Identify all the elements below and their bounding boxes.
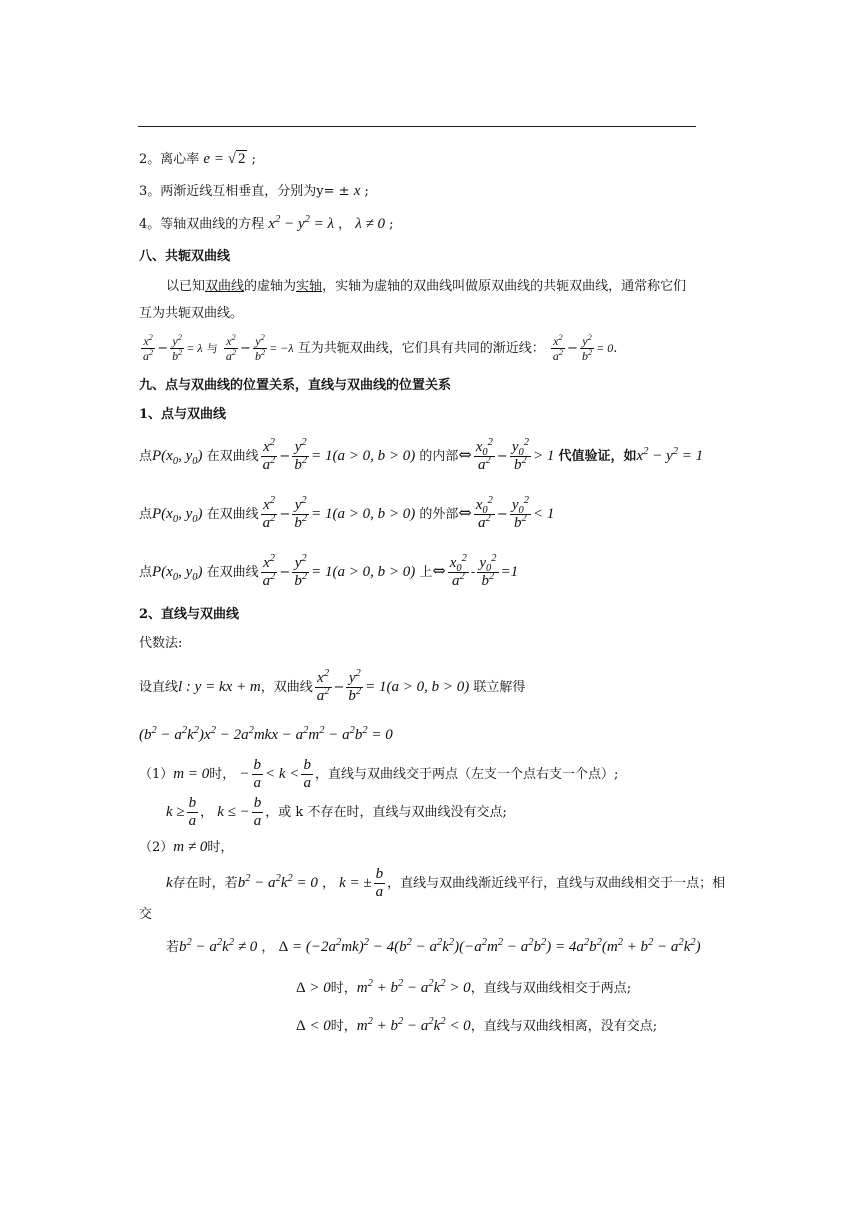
point-on-line: 点$P(x_0$, $y_0$) 在双曲线 $\frac{x^2}{a^2}$ − $\frac{y^2}{b^2}$ = 1(a > 0, b > 0) 上⇔ $\frac{x_0^2}{a^2}$ - $\frac{y_0^2}{b^2}$ =1 <box>139 553 519 589</box>
delta-negative-line: Δ < 0时，$m^2 + b^2 - a^2k^2 < 0$，直线与双曲线相离，没有交点; <box>296 1016 658 1034</box>
point-outside-line: 点$P(x_0$, $y_0$) 在双曲线 $\frac{x^2}{a^2}$ − $\frac{y^2}{b^2}$ = 1(a > 0, b > 0) 的外部⇔ $\frac{x_0^2}{a^2}$ − $\frac{y_0^2}{b^2}$ < 1 <box>139 495 555 531</box>
k-exists-cont: 交 <box>139 907 153 922</box>
equilateral-label: 4。等轴双曲线的方程 <box>139 217 265 232</box>
algebra-method-label: 代数法: <box>139 636 183 651</box>
header-rule <box>138 126 696 127</box>
section-8-title: 八、共轭双曲线 <box>139 249 231 264</box>
eccentricity-line: 2。离心率 e = √ 2 ; <box>139 151 256 167</box>
section-9-title: 九、点与双曲线的位置关系，直线与双曲线的位置关系 <box>139 378 452 393</box>
subsection-1-title: 1、点与双曲线 <box>139 407 227 422</box>
combined-equation: $(b^2 - a^2k^2)x^2 - 2a^2mkx - a^2m^2 - a^2b^2 = 0$ <box>139 725 393 743</box>
section-8-paragraph-cont: 互为共轭双曲线。 <box>139 306 244 321</box>
hyperbola-link[interactable]: 双曲线 <box>205 279 245 294</box>
conjugate-formula-line: $\frac{x^2}{a^2}$ − $\frac{y^2}{b^2}$ = λ 与 $\frac{x^2}{a^2}$ − $\frac{y^2}{b^2}$ = −λ 互为共轭双曲线，它们具有共同的渐近线： $\frac{x^2}{a^2}$ − $\frac{y^2}{b^2}$ = 0. <box>143 333 618 363</box>
section-8-paragraph: 以已知双曲线的虚轴为实轴，实轴为虚轴的双曲线叫做原双曲线的共轭双曲线，通常称它们 <box>166 279 687 294</box>
case-1-line: （1）m = 0时， − $\frac{b}{a}$ < k < $\frac{b}{a}$ ，直线与双曲线交于两点（左支一个点右支一个点）; <box>139 757 619 791</box>
point-inside-line: 点$P(x_0$, $y_0$) 在双曲线 $\frac{x^2}{a^2}$ − $\frac{y^2}{b^2}$ = 1(a > 0, b > 0) 的内部⇔ $\frac{x_0^2}{a^2}$ − $\frac{y_0^2}{b^2}$ > 1 代值验证，如$x^2 - y^2 = 1$ <box>139 437 704 473</box>
equilateral-equation-line: 4。等轴双曲线的方程 $x^2 - y^2 = \lambda$ ， λ ≠ 0 ; <box>139 214 394 232</box>
case-2-line: （2）m ≠ 0时， <box>139 839 234 855</box>
delta-positive-line: Δ > 0时，$m^2 + b^2 - a^2k^2 > 0$，直线与双曲线相交于两点; <box>296 978 632 996</box>
asymptote-label: 3。两渐近线互相垂直，分别为 <box>139 184 317 199</box>
line-setup: 设直线l : y = kx + m，双曲线 $\frac{x^2}{a^2}$ − $\frac{y^2}{b^2}$ = 1(a > 0, b > 0) 联立解得 <box>139 668 526 704</box>
eccentricity-formula: e = √ 2 <box>203 151 246 167</box>
k-exists-line: k存在时，若$b^2 - a^2k^2 = 0$ ， k = ± $\frac{b}{a}$ ，直线与双曲线渐近线平行，直线与双曲线相交于一点；相 <box>166 866 726 900</box>
discriminant-line: 若$b^2 - a^2k^2 \ne 0$ ， $\Delta = (-2a^2mk)^2 - 4(b^2 - a^2k^2)(-a^2m^2 - a^2b^2) = 4a^2b^2(m^2 + b^2 - a^2k^2)$ <box>166 937 701 955</box>
eccentricity-label: 2。离心率 <box>139 152 200 167</box>
subsection-2-title: 2、直线与双曲线 <box>139 607 240 622</box>
real-axis-link[interactable]: 实轴 <box>296 279 323 294</box>
case-1b-line: k ≥ $\frac{b}{a}$ ， k ≤ − $\frac{b}{a}$ ，或 k 不存在时，直线与双曲线没有交点; <box>166 795 507 829</box>
asymptote-line: 3。两渐近线互相垂直，分别为y= ± x ; <box>139 183 369 199</box>
